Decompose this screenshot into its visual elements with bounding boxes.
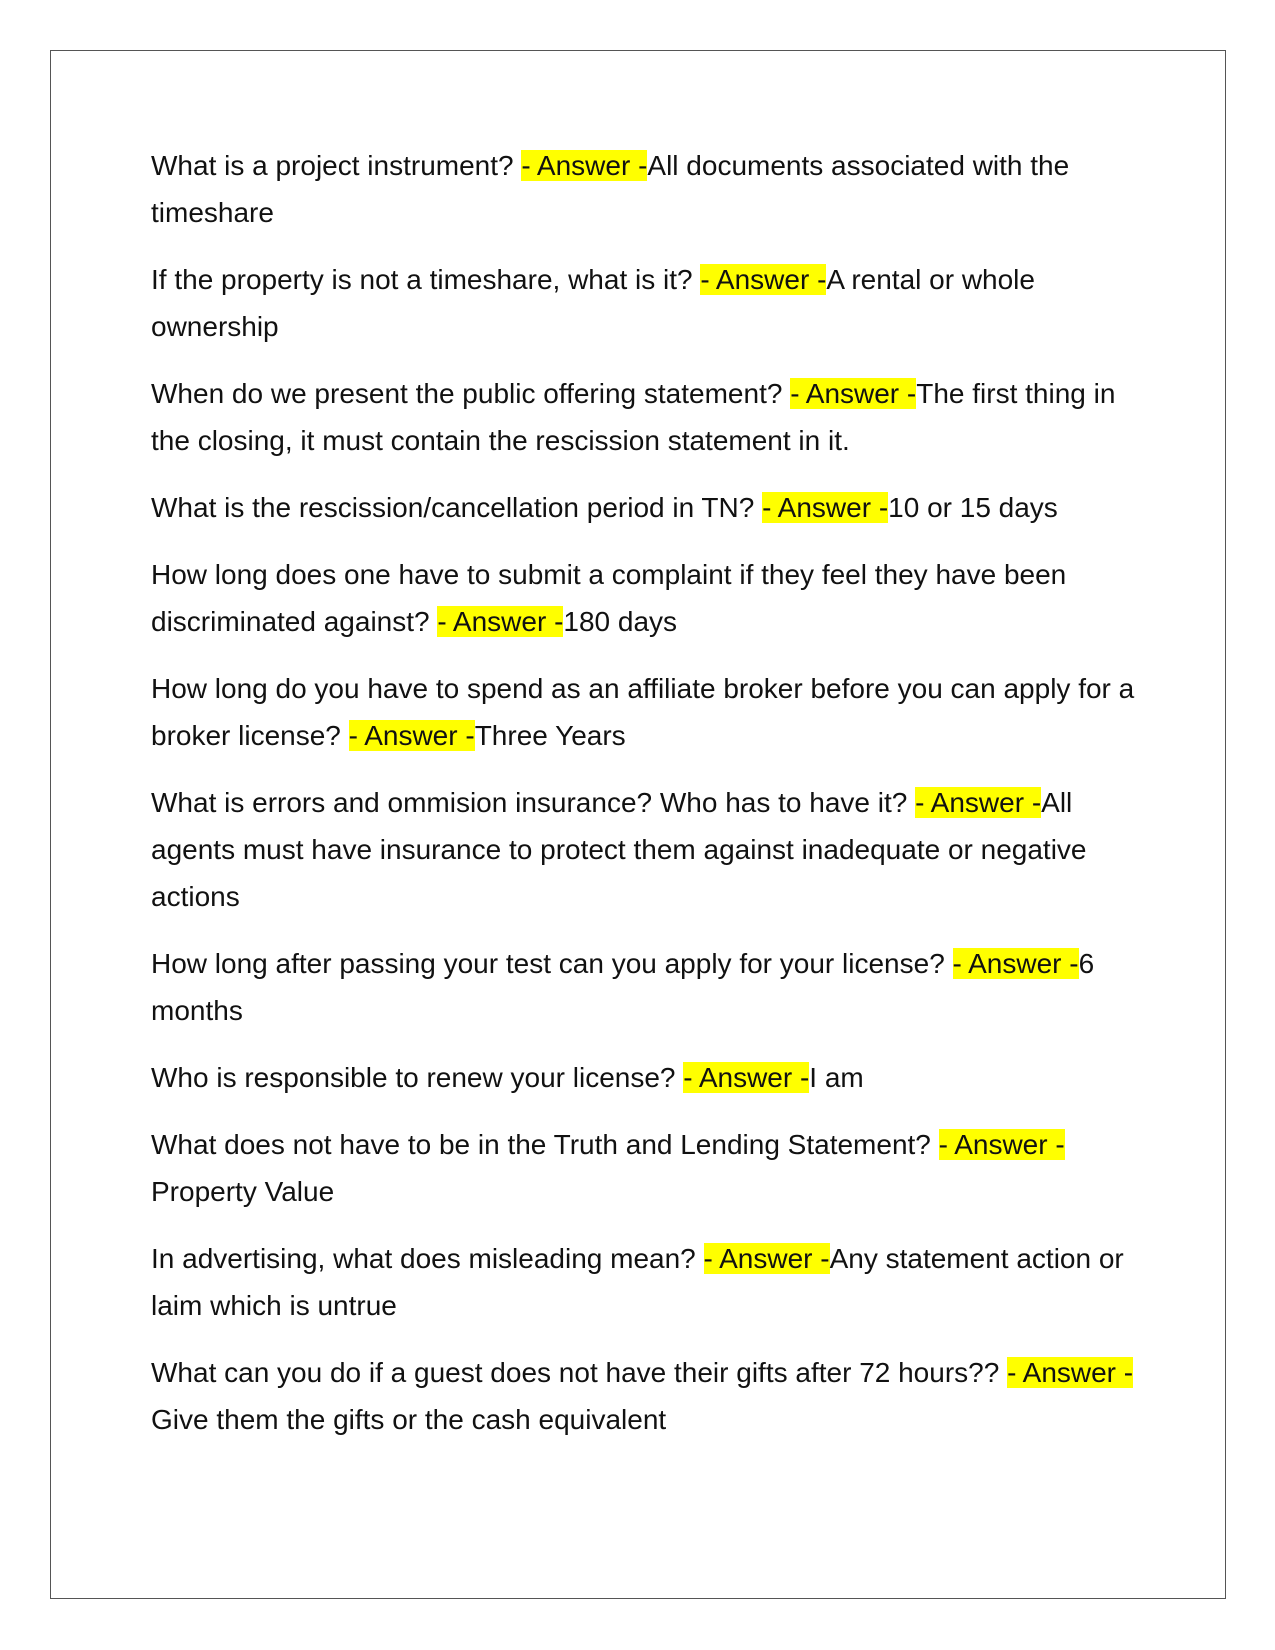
question-text: How long do you have to spend as an affiliate broker before you can apply for a broker license? [151,673,1135,751]
answer-marker: - Answer - [1007,1357,1134,1388]
question-text: When do we present the public offering statement? [151,378,791,409]
answer-marker: - Answer - [762,492,889,523]
question-text: If the property is not a timeshare, what is it? [151,264,701,295]
answer-text: 10 or 15 days [888,492,1058,523]
answer-text: 180 days [563,606,678,637]
qa-item [151,665,1136,759]
answer-text: All documents associated with the timeshare [151,150,1070,228]
answer-text: Any statement action or laim which is untrue [151,1243,1124,1321]
question-text: How long after passing your test can you apply for your license? [151,948,953,979]
qa-item [151,1235,1136,1329]
qa-item [151,779,1136,920]
answer-text: A rental or whole ownership [151,264,1035,342]
qa-item [151,551,1136,645]
answer-marker: - Answer - [938,1129,1065,1160]
answer-text: Three Years [474,720,626,751]
qa-item [151,142,1136,236]
answer-text: All agents must have insurance to protect them against inadequate or negative actions [151,787,1087,912]
answer-marker: - Answer - [348,720,475,751]
qa-item [151,1349,1136,1443]
qa-list [151,142,1136,1463]
answer-text: The first thing in the closing, it must contain the rescission statement in it. [151,378,1116,456]
answer-marker: - Answer - [952,948,1079,979]
answer-marker: - Answer - [915,787,1042,818]
answer-marker: - Answer - [683,1062,810,1093]
answer-marker: - Answer - [700,264,827,295]
qa-item [151,256,1136,350]
question-text: How long does one have to submit a complaint if they feel they have been discriminated against? [151,559,1067,637]
qa-item [151,370,1136,464]
answer-marker: - Answer - [790,378,917,409]
qa-item [151,484,1136,531]
answer-text: 6 months [151,948,1095,1026]
question-text: In advertising, what does misleading mean? [151,1243,704,1274]
question-text: What is errors and ommision insurance? Who has to have it? [151,787,916,818]
answer-text: I am [809,1062,864,1093]
answer-marker: - Answer - [703,1243,830,1274]
question-text: What is a project instrument? [151,150,522,181]
question-text: What does not have to be in the Truth and Lending Statement? [151,1129,939,1160]
question-text: What is the rescission/cancellation period in TN? [151,492,763,523]
qa-item [151,1121,1136,1215]
answer-text: Property Value [151,1176,335,1207]
question-text: Who is responsible to renew your license? [151,1062,684,1093]
question-text: What can you do if a guest does not have their gifts after 72 hours?? [151,1357,1008,1388]
answer-marker: - Answer - [437,606,564,637]
qa-item [151,940,1136,1034]
answer-text: Give them the gifts or the cash equivalent [151,1404,667,1435]
answer-marker: - Answer - [521,150,648,181]
qa-item [151,1054,1136,1101]
